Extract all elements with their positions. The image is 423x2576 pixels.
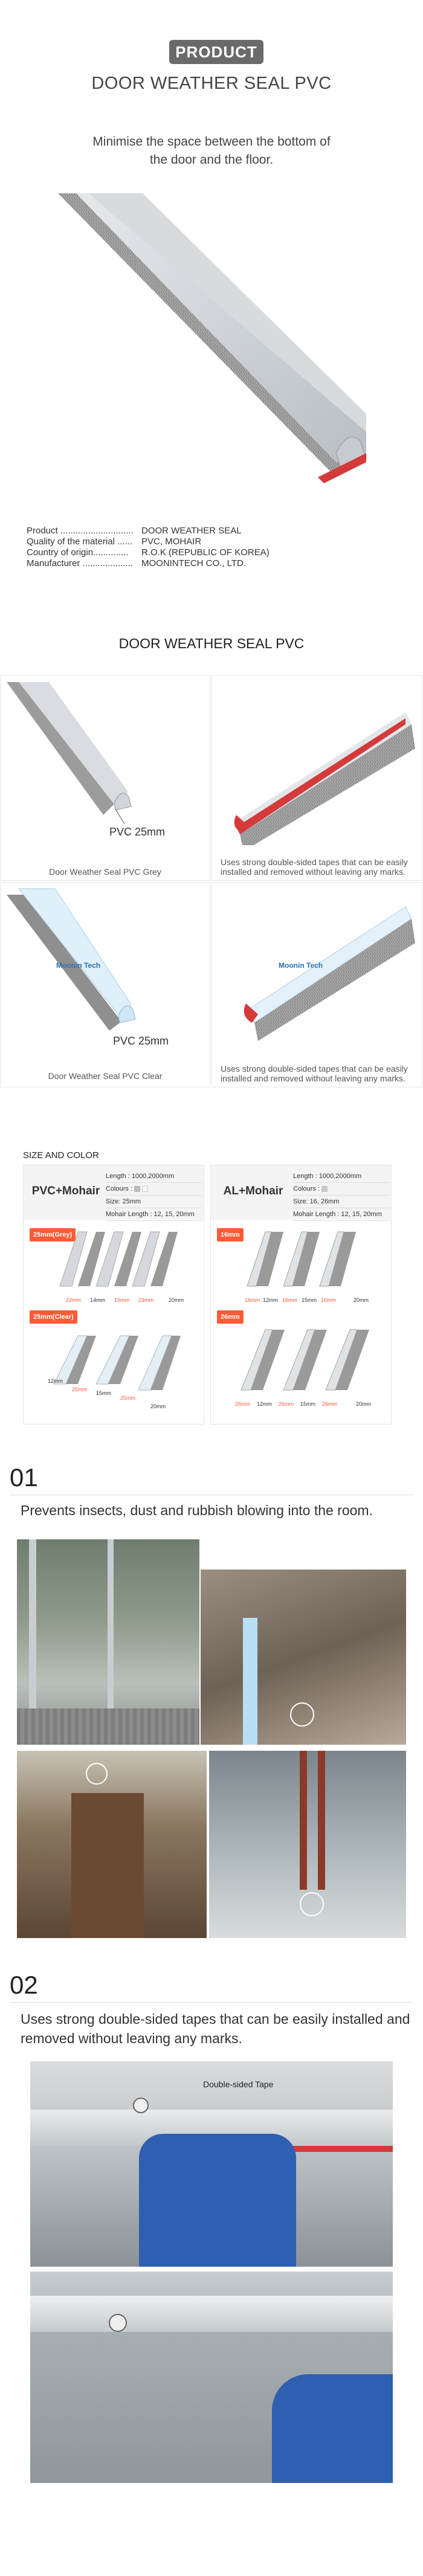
spec-value: PVC, MOHAIR (141, 536, 202, 547)
spec-row (27, 558, 280, 569)
dim-label: 14mm (90, 1297, 106, 1303)
dim-label: 26mm (322, 1401, 338, 1407)
spec-colours (106, 1183, 202, 1196)
dim-label: 20mm (356, 1401, 372, 1407)
dim-label: 20mm (169, 1297, 184, 1303)
tape-caption-2: Uses strong double-sided tapes that can be easily installed and removed without leaving any marks. (221, 1064, 408, 1083)
spec-key: Quality of the material ...... (27, 536, 133, 547)
size-color-label: SIZE AND COLOR (23, 1150, 99, 1161)
colour-swatch-grey (134, 1186, 140, 1192)
al-26-seals-image (229, 1324, 386, 1402)
spec-size: Size: 16, 26mm (293, 1196, 390, 1208)
tape-seal-image (212, 676, 423, 845)
dim-label: 12mm (257, 1401, 273, 1407)
panel-name: AL+Mohair (223, 1185, 283, 1197)
dim-label: 16mm (282, 1297, 298, 1303)
spec-length: Length : 1000,2000mm (293, 1170, 390, 1183)
watermark-logo: Moonin Tech (56, 961, 101, 970)
dim-label: 12mm (263, 1297, 279, 1303)
panel-al-mohair (210, 1165, 392, 1425)
size-tag: 16mm (217, 1228, 244, 1241)
tape-label: Double-sided Tape (203, 2079, 274, 2089)
page-title: DOOR WEATHER SEAL PVC (91, 74, 332, 93)
spec-colours-label: Colours : (106, 1185, 133, 1193)
dim-label: 16mm (321, 1297, 337, 1303)
watermark-logo: Moonin Tech (279, 961, 323, 970)
pvc-grey-seals-image (48, 1226, 199, 1298)
spec-mohair: Mohair Length : 12, 15, 20mm (106, 1208, 202, 1221)
grey-seal-image (1, 676, 210, 845)
size-tag: 26mm (217, 1310, 244, 1324)
panel-name: PVC+Mohair (31, 1185, 100, 1197)
feature-number: 01 (10, 1463, 38, 1492)
dim-label: 20mm (150, 1403, 166, 1409)
dim-label: 26mm (279, 1401, 294, 1407)
spec-colours (293, 1183, 390, 1196)
grid-cell-clear (0, 882, 210, 1087)
spec-size: Size: 25mm (106, 1196, 202, 1208)
spec-value: R.O.K (REPUBLIC OF KOREA) (141, 547, 270, 558)
hero-product-image (52, 193, 366, 507)
dim-label: 25mm (120, 1395, 136, 1401)
dim-label: 15mm (114, 1297, 130, 1303)
clear-caption: Door Weather Seal PVC Clear (48, 1071, 163, 1081)
photo-wood-door (17, 1751, 207, 1938)
grid-cell-tape (212, 675, 423, 881)
spec-key: Product ............................. (27, 526, 134, 536)
divider (10, 2002, 413, 2003)
dim-label: 12mm (48, 1378, 63, 1384)
grey-dimension-label: PVC 25mm (109, 826, 166, 838)
spec-key: Country of origin.............. (27, 547, 129, 558)
feature-text: Prevents insects, dust and rubbish blowing into the room. (21, 1502, 373, 1518)
spec-length: Length : 1000,2000mm (106, 1170, 202, 1183)
spec-value: MOONINTECH CO., LTD. (141, 558, 247, 568)
pvc-clear-seals-image (42, 1324, 199, 1402)
panel-specs (106, 1170, 202, 1221)
photo-tape-application (30, 2061, 393, 2267)
photo-glass-door (209, 1751, 406, 1938)
colour-swatch-silver (321, 1186, 328, 1192)
photo-door-entrance (17, 1539, 199, 1745)
photo-tape-installed (30, 2272, 393, 2483)
grid-cell-grey (0, 675, 210, 881)
spec-row (27, 526, 280, 536)
dim-label: 23mm (138, 1297, 154, 1303)
photo-door-bottom (201, 1570, 406, 1745)
section-title: DOOR WEATHER SEAL PVC (118, 636, 305, 651)
dim-label: 15mm (300, 1401, 316, 1407)
panel-pvc-mohair (23, 1165, 204, 1425)
dim-label: 16mm (245, 1297, 260, 1303)
colour-swatch-clear (142, 1186, 148, 1192)
size-tag: 25mm(Clear) (30, 1310, 77, 1324)
feature-number: 02 (10, 1971, 38, 1999)
grid-cell-tape-clear (212, 882, 423, 1087)
feature-text: Uses strong double-sided tapes that can be easily installed and removed without leaving any marks. (21, 2011, 410, 2046)
spec-row (27, 547, 280, 558)
spec-table (27, 526, 280, 569)
dim-label: 25mm (72, 1386, 88, 1393)
spec-row (27, 536, 280, 547)
dim-label: 15mm (302, 1297, 317, 1303)
dim-label: 26mm (235, 1401, 251, 1407)
spec-value: DOOR WEATHER SEAL (141, 526, 242, 536)
dim-label: 20mm (354, 1297, 369, 1303)
dim-label: 22mm (66, 1297, 82, 1303)
panel-specs (293, 1170, 390, 1221)
dim-label: 15mm (96, 1390, 112, 1396)
clear-seal-image (1, 883, 210, 1052)
grey-caption: Door Weather Seal PVC Grey (49, 867, 161, 877)
clear-dimension-label: PVC 25mm (113, 1035, 169, 1047)
page-subtitle: Minimise the space between the bottom of the door and the floor. (92, 135, 331, 167)
product-badge: PRODUCT (169, 40, 263, 64)
tape-caption: Uses strong double-sided tapes that can be easily installed and removed without leaving any marks. (221, 857, 408, 877)
spec-colours-label: Colours : (293, 1185, 320, 1193)
al-16-seals-image (235, 1226, 386, 1298)
spec-key: Manufacturer .................... (27, 558, 133, 568)
spec-mohair: Mohair Length : 12, 15, 20mm (293, 1208, 390, 1221)
size-tag: 25mm(Grey) (30, 1228, 76, 1241)
